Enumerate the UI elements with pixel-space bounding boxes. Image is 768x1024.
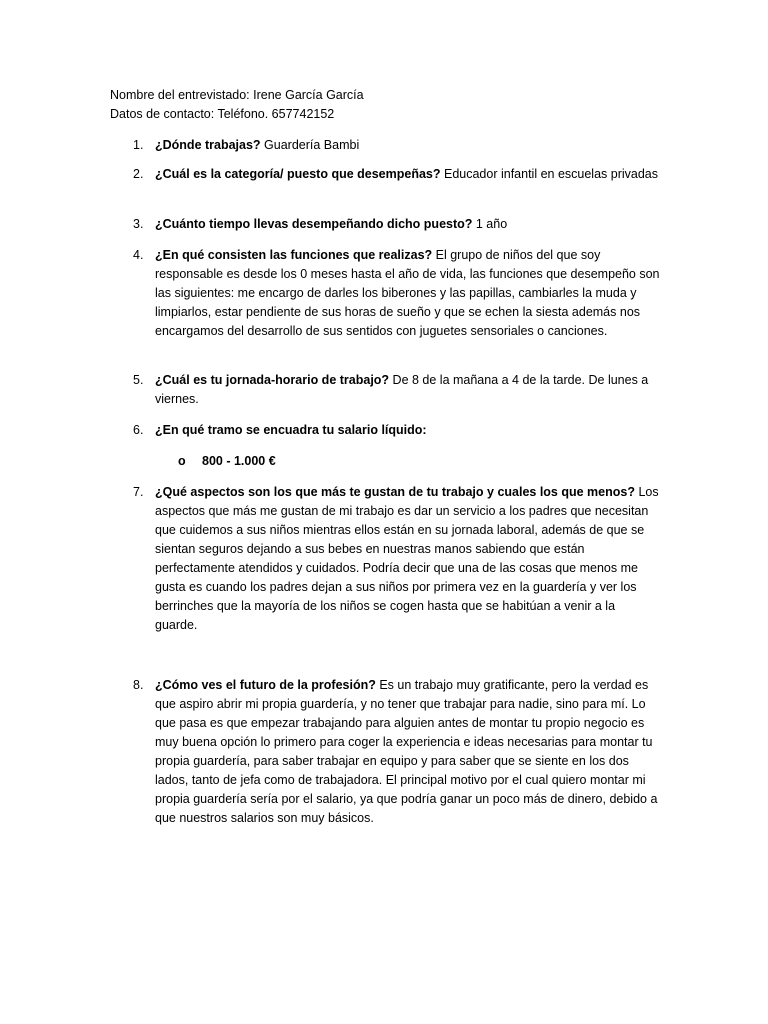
- question-text: ¿En qué tramo se encuadra tu salario líquido:: [155, 423, 427, 437]
- question-body: [155, 676, 660, 828]
- question-body: [155, 421, 660, 440]
- question-item: [110, 483, 660, 635]
- answer-text: 1 año: [472, 217, 508, 231]
- question-text: ¿Dónde trabajas?: [155, 138, 261, 152]
- question-body: [155, 483, 660, 635]
- answer-text: Guardería Bambi: [260, 138, 360, 152]
- question-number: 6.: [133, 423, 144, 437]
- interviewee-name: Nombre del entrevistado: Irene García García: [110, 88, 364, 102]
- question-body: [155, 165, 660, 184]
- answer-text: Los aspectos que más me gustan de mi trabajo es dar un servicio a los padres que necesitan que cuidemos a sus niños mientras ellos están en su jornada laboral, además de que se sientan seguros dejando a sus bebes en nuestras manos sabiendo que están perfectamente atendidos y cuidados. Podría decir que una de las cosas que menos me gusta es cuando los padres dejan a sus niños por primera vez en la guardería y ver los berrinches que la mayoría de los niños se cogen hasta que se habitúan a venir a la guarde.: [155, 485, 659, 632]
- question-text: ¿En qué consisten las funciones que realizas?: [155, 248, 433, 262]
- question-body: [155, 136, 660, 155]
- question-item: [110, 371, 660, 409]
- question-item: [110, 136, 660, 155]
- bullet-marker: o: [178, 454, 186, 468]
- question-number: 7.: [133, 485, 144, 499]
- question-number: 3.: [133, 217, 144, 231]
- question-body: [155, 371, 660, 409]
- question-item: [110, 165, 660, 184]
- question-item: [110, 421, 660, 440]
- salary-range: 800 - 1.000 €: [202, 454, 276, 468]
- question-number: 8.: [133, 678, 144, 692]
- question-number: 4.: [133, 248, 144, 262]
- question-number: 1.: [133, 138, 144, 152]
- question-text: ¿Cuánto tiempo llevas desempeñando dicho puesto?: [155, 217, 473, 231]
- question-number: 2.: [133, 167, 144, 181]
- question-item: [110, 246, 660, 341]
- question-item: [110, 215, 660, 234]
- question-text: ¿Cómo ves el futuro de la profesión?: [155, 678, 376, 692]
- question-text: ¿Cuál es tu jornada-horario de trabajo?: [155, 373, 390, 387]
- question-number: 5.: [133, 373, 144, 387]
- question-body: [155, 215, 660, 234]
- question-text: ¿Qué aspectos son los que más te gustan de tu trabajo y cuales los que menos?: [155, 485, 635, 499]
- answer-text: Es un trabajo muy gratificante, pero la verdad es que aspiro abrir mi propia guardería, y no tener que trabajar para nadie, sino para mí. Lo que pasa es que empezar trabajando para alguien antes de montar tu propio negocio es muy buena opción lo primero para coger la experiencia e ideas necesarias para montar tu propia guardería, para saber trabajar en equipo y para saber que se siente en los dos lados, tanto de jefa como de trabajadora. El principal motivo por el cual quiero montar mi propia guardería sería por el salario, ya que podría ganar un poco más de dinero, debido a que nuestros salarios son muy básicos.: [155, 678, 658, 825]
- answer-text: Educador infantil en escuelas privadas: [440, 167, 659, 181]
- question-text: ¿Cuál es la categoría/ puesto que desempeñas?: [155, 167, 441, 181]
- contact-info: Datos de contacto: Teléfono. 657742152: [110, 107, 335, 121]
- answer-text: El grupo de niños del que soy responsable es desde los 0 meses hasta el año de vida, las funciones que desempeño son las siguientes: me encargo de darles los biberones y las papillas, cambiarles la muda y limpiarlos, estar pendiente de sus horas de sueño y que se echen la siesta además nos encargamos del desarrollo de sus sentidos con juguetes sensoriales o canciones.: [155, 248, 660, 338]
- question-body: [155, 246, 660, 341]
- question-item: [110, 676, 660, 828]
- interviewee-header: [110, 86, 670, 124]
- answer-text: De 8 de la mañana a 4 de la tarde. De lunes a viernes.: [155, 373, 649, 406]
- salary-option: [178, 452, 276, 471]
